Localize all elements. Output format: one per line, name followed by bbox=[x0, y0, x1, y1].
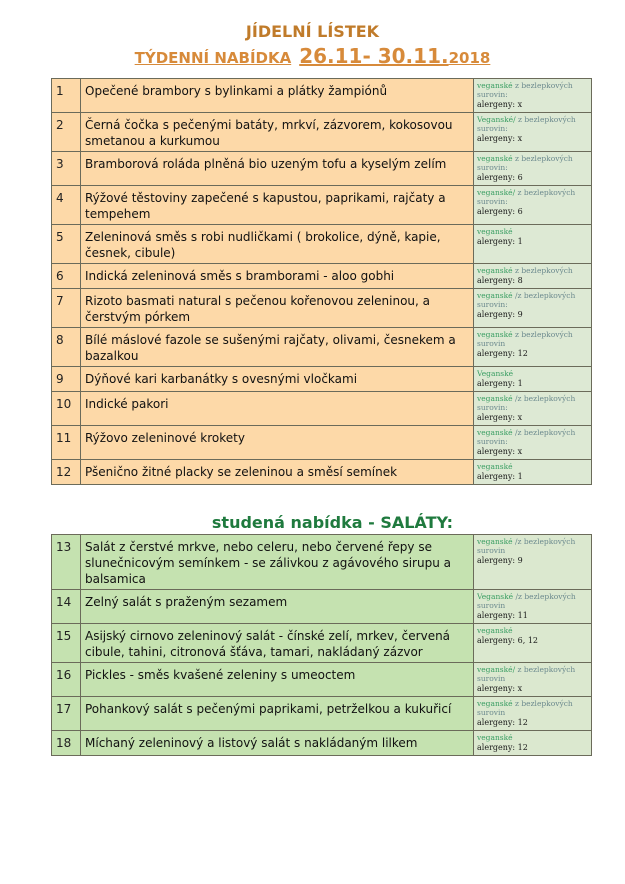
gluten-free-label: /z bezlepkových surovin bbox=[477, 537, 576, 555]
vegan-label: Veganské bbox=[477, 592, 514, 601]
item-number: 17 bbox=[52, 697, 81, 731]
gluten-free-label: /z bezlepkových surovin: bbox=[477, 394, 576, 412]
menu-row bbox=[52, 731, 592, 756]
vegan-label: veganské/ bbox=[477, 188, 516, 197]
gluten-free-label: z bezlepkových surovin: bbox=[477, 81, 573, 99]
vegan-label: veganské bbox=[477, 699, 513, 708]
gluten-free-label: z bezlepkových surovin bbox=[477, 330, 573, 348]
menu-title: JÍDELNÍ LÍSTEK bbox=[245, 22, 380, 41]
diet-labels bbox=[477, 626, 589, 635]
item-number: 3 bbox=[52, 152, 81, 186]
vegan-label: veganské/ bbox=[477, 665, 516, 674]
allergens: alergeny: x bbox=[477, 100, 523, 109]
vegan-label: veganské bbox=[477, 394, 513, 403]
diet-labels bbox=[477, 266, 589, 275]
diet-info bbox=[474, 367, 592, 392]
dish-name: Rýžovo zeleninové krokety bbox=[81, 426, 474, 460]
gluten-free-label: /z bezlepkových surovin: bbox=[477, 428, 576, 446]
dish-name: Rýžové těstoviny zapečené s kapustou, paprikami, rajčaty a tempehem bbox=[81, 186, 474, 225]
dish-name: Pšenično žitné placky se zeleninou a směsí semínek bbox=[81, 460, 474, 485]
allergens: alergeny: 9 bbox=[477, 310, 523, 319]
dish-name: Opečené brambory s bylinkami a plátky žampiónů bbox=[81, 79, 474, 113]
diet-labels bbox=[477, 369, 589, 378]
vegan-label: veganské bbox=[477, 291, 513, 300]
dish-name: Indické pakori bbox=[81, 392, 474, 426]
diet-labels bbox=[477, 462, 589, 471]
allergens: alergeny: 8 bbox=[477, 276, 523, 285]
item-number: 12 bbox=[52, 460, 81, 485]
year: 2018 bbox=[448, 49, 491, 67]
menu-row bbox=[52, 367, 592, 392]
diet-labels bbox=[477, 115, 589, 133]
gluten-free-label: z bezlepkových surovin bbox=[477, 699, 573, 717]
dish-name: Dýňové kari karbanátky s ovesnými vločkami bbox=[81, 367, 474, 392]
diet-labels bbox=[477, 154, 589, 172]
diet-labels bbox=[477, 81, 589, 99]
menu-row bbox=[52, 697, 592, 731]
item-number: 1 bbox=[52, 79, 81, 113]
diet-labels bbox=[477, 733, 589, 742]
allergens: alergeny: x bbox=[477, 684, 523, 693]
diet-labels bbox=[477, 699, 589, 717]
item-number: 2 bbox=[52, 113, 81, 152]
vegan-label: veganské bbox=[477, 462, 513, 471]
vegan-label: veganské bbox=[477, 227, 513, 236]
vegan-label: veganské bbox=[477, 537, 513, 546]
gluten-free-label: z bezlepkových bbox=[515, 266, 573, 275]
dish-name: Bílé máslové fazole se sušenými rajčaty, olivami, česnekem a bazalkou bbox=[81, 328, 474, 367]
allergens: alergeny: 6, 12 bbox=[477, 636, 539, 645]
item-number: 6 bbox=[52, 264, 81, 289]
diet-info bbox=[474, 392, 592, 426]
dish-name: Asijský cirnovo zeleninový salát - čínské zelí, mrkev, červená cibule, tahini, citronová šťáva, tamari, nakládaný zázvor bbox=[81, 624, 474, 663]
weekly-offer-label: TÝDENNÍ NABÍDKA bbox=[134, 49, 292, 67]
item-number: 16 bbox=[52, 663, 81, 697]
allergens: alergeny: 6 bbox=[477, 207, 523, 216]
allergens: alergeny: 1 bbox=[477, 237, 523, 246]
gluten-free-label: z bezlepkových surovin: bbox=[477, 188, 576, 206]
vegan-label: veganské bbox=[477, 154, 513, 163]
allergens: alergeny: 1 bbox=[477, 472, 523, 481]
dish-name: Pickles - směs kvašené zeleniny s umeoctem bbox=[81, 663, 474, 697]
diet-info bbox=[474, 663, 592, 697]
dish-name: Černá čočka s pečenými batáty, mrkví, zázvorem, kokosovou smetanou a kurkumou bbox=[81, 113, 474, 152]
dish-name: Bramborová roláda plněná bio uzeným tofu a kyselým zelím bbox=[81, 152, 474, 186]
menu-row bbox=[52, 535, 592, 590]
dish-name: Míchaný zeleninový a listový salát s nakládaným lilkem bbox=[81, 731, 474, 756]
diet-labels bbox=[477, 665, 589, 683]
date-range: 26.11- 30.11. bbox=[299, 44, 449, 68]
vegan-label: veganské bbox=[477, 626, 513, 635]
allergens: alergeny: 1 bbox=[477, 379, 523, 388]
diet-info bbox=[474, 535, 592, 590]
diet-labels bbox=[477, 394, 589, 412]
diet-info bbox=[474, 264, 592, 289]
gluten-free-label: z bezlepkových surovin: bbox=[477, 154, 573, 172]
menu-row bbox=[52, 264, 592, 289]
item-number: 11 bbox=[52, 426, 81, 460]
diet-labels bbox=[477, 291, 589, 309]
item-number: 5 bbox=[52, 225, 81, 264]
vegan-label: Veganské bbox=[477, 369, 514, 378]
menu-row bbox=[52, 590, 592, 624]
diet-info bbox=[474, 79, 592, 113]
warm-menu-table bbox=[51, 78, 592, 485]
allergens: alergeny: 12 bbox=[477, 743, 528, 752]
diet-info bbox=[474, 460, 592, 485]
diet-info bbox=[474, 186, 592, 225]
item-number: 13 bbox=[52, 535, 81, 590]
allergens: alergeny: 6 bbox=[477, 173, 523, 182]
vegan-label: veganské bbox=[477, 733, 513, 742]
allergens: alergeny: x bbox=[477, 413, 523, 422]
gluten-free-label: /z bezlepkových surovin bbox=[477, 592, 576, 610]
dish-name: Zeleninová směs s robi nudličkami ( brokolice, dýně, kapie, česnek, cibule) bbox=[81, 225, 474, 264]
gluten-free-label: /z bezlepkových surovin: bbox=[477, 291, 576, 309]
dish-name: Pohankový salát s pečenými paprikami, petrželkou a kukuřicí bbox=[81, 697, 474, 731]
diet-info bbox=[474, 624, 592, 663]
allergens: alergeny: x bbox=[477, 447, 523, 456]
diet-info bbox=[474, 152, 592, 186]
allergens: alergeny: 12 bbox=[477, 718, 528, 727]
menu-row bbox=[52, 426, 592, 460]
diet-info bbox=[474, 328, 592, 367]
diet-info bbox=[474, 697, 592, 731]
menu-subtitle bbox=[0, 44, 625, 70]
item-number: 4 bbox=[52, 186, 81, 225]
diet-info bbox=[474, 225, 592, 264]
item-number: 9 bbox=[52, 367, 81, 392]
allergens: alergeny: 12 bbox=[477, 349, 528, 358]
menu-row bbox=[52, 663, 592, 697]
dish-name: Rizoto basmati natural s pečenou kořenovou zeleninou, a čerstvým pórkem bbox=[81, 289, 474, 328]
dish-name: Indická zeleninová směs s bramborami - aloo gobhi bbox=[81, 264, 474, 289]
item-number: 10 bbox=[52, 392, 81, 426]
salads-heading: studená nabídka - SALÁTY: bbox=[211, 513, 454, 532]
diet-labels bbox=[477, 428, 589, 446]
menu-row bbox=[52, 624, 592, 663]
diet-labels bbox=[477, 592, 589, 610]
gluten-free-label: z bezlepkových surovin: bbox=[477, 115, 576, 133]
menu-row bbox=[52, 328, 592, 367]
allergens: alergeny: 9 bbox=[477, 556, 523, 565]
diet-info bbox=[474, 289, 592, 328]
item-number: 15 bbox=[52, 624, 81, 663]
vegan-label: veganské bbox=[477, 266, 513, 275]
menu-row bbox=[52, 392, 592, 426]
allergens: alergeny: x bbox=[477, 134, 523, 143]
vegan-label: veganské bbox=[477, 428, 513, 437]
dish-name: Salát z čerstvé mrkve, nebo celeru, nebo červené řepy se slunečnicovým semínkem - se zálivkou z agávového sirupu a balsamica bbox=[81, 535, 474, 590]
vegan-label: Veganské/ bbox=[477, 115, 516, 124]
diet-labels bbox=[477, 188, 589, 206]
menu-row bbox=[52, 289, 592, 328]
diet-info bbox=[474, 426, 592, 460]
item-number: 18 bbox=[52, 731, 81, 756]
item-number: 7 bbox=[52, 289, 81, 328]
diet-labels bbox=[477, 227, 589, 236]
menu-row bbox=[52, 79, 592, 113]
menu-row bbox=[52, 113, 592, 152]
vegan-label: veganské bbox=[477, 81, 513, 90]
gluten-free-label: z bezlepkových surovin bbox=[477, 665, 576, 683]
item-number: 14 bbox=[52, 590, 81, 624]
menu-row bbox=[52, 225, 592, 264]
menu-row bbox=[52, 152, 592, 186]
salads-menu-table bbox=[51, 534, 592, 756]
menu-row bbox=[52, 460, 592, 485]
diet-labels bbox=[477, 537, 589, 555]
diet-labels bbox=[477, 330, 589, 348]
vegan-label: veganské bbox=[477, 330, 513, 339]
diet-info bbox=[474, 113, 592, 152]
diet-info bbox=[474, 731, 592, 756]
menu-row bbox=[52, 186, 592, 225]
dish-name: Zelný salát s praženým sezamem bbox=[81, 590, 474, 624]
diet-info bbox=[474, 590, 592, 624]
item-number: 8 bbox=[52, 328, 81, 367]
allergens: alergeny: 11 bbox=[477, 611, 528, 620]
